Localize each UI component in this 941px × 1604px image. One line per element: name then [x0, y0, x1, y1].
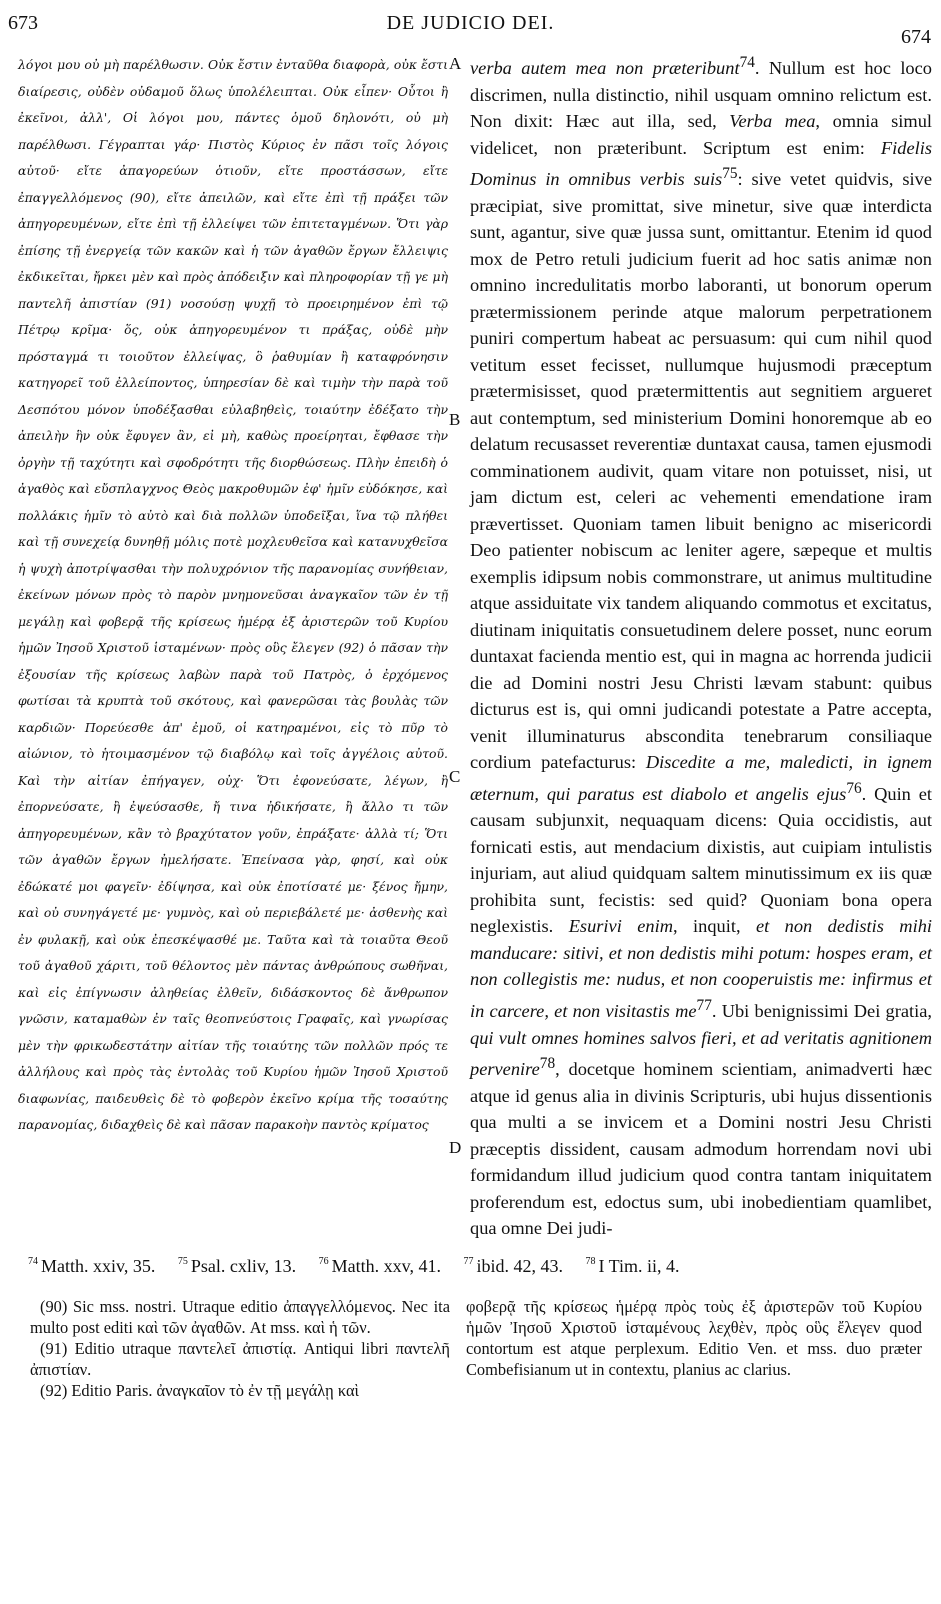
footnote-marker-78: 78: [539, 1055, 556, 1072]
reference-text: Matth. xxiv, 35.: [41, 1256, 156, 1276]
note-90: (90) Sic mss. nostri. Utraque editio ἀπαγγελλόμενος. Nec ita multo post editi καὶ τῶν ἀγαθῶν. At mss. καὶ ἡ τῶν.: [30, 1297, 450, 1337]
reference-item: [586, 1256, 680, 1276]
greek-column: [18, 52, 448, 1139]
footnote-marker-76: 76: [846, 779, 862, 797]
footnote-marker-75: 75: [722, 165, 738, 183]
latin-italic-1: verba autem mea non prӕteribunt: [470, 58, 740, 79]
latin-italic-7: Discedite a me, maledicti, in ignem ӕternum, qui paratus est diabolo et angelis ejus: [470, 752, 932, 804]
note-92-continuation: φοβερᾷ τῆς κρίσεως ἡμέρᾳ πρὸς τοὺς ἐξ ἀριστερῶν τοῦ Κυρίου ἡμῶν Ἰησοῦ Χριστοῦ ἱσταμένους λεχθὲν, πρὸς οὓς ἔλεγεν quod contortum est atque perplexum. Editio Ven. et mss. duo prӕter Combefisianum ut in contextu, planius ac clarius.: [466, 1297, 922, 1379]
latin-italic-9: Esurivi enim: [568, 916, 673, 937]
page-number-right: 674: [901, 26, 931, 48]
section-marker-b: B: [449, 410, 461, 429]
latin-italic-3: Verba mea: [729, 111, 816, 132]
latin-text-8: . Quin et causam subjunxit, nequaquam dicens: Quia occidistis, aut fornicati estis, aut mendacium dixistis, aut cuipiam intulistis injuriam, aut aliud quidquam saltem minutissimum ex iis quӕ prohibita sunt, fecistis: sed quid? Quoniam bona opera neglexistis.: [470, 783, 933, 937]
reference-text: ibid. 42, 43.: [476, 1256, 563, 1276]
scripture-references: [28, 1256, 933, 1277]
reference-item: [178, 1256, 296, 1276]
footnote-marker-74: 74: [739, 54, 755, 71]
latin-italic-5: Fidelis Dominus in omnibus verbis suis: [470, 137, 932, 190]
greek-text: λόγοι μου οὐ μὴ παρέλθωσιν. Οὐκ ἔστιν ἐνταῦθα διαφορὰ, οὐκ ἔστι διαίρεσις, οὐδὲν οὐδαμοῦ ὅλως ὑπολέλειπται. Οὐκ εἶπεν· Οὗτοι ἢ ἐκεῖνοι, ἀλλ', Οἱ λόγοι μου, πάντες ὁμοῦ δηλονότι, οὐ μὴ παρέλθωσι. Γέγραπται γάρ· Πιστὸς Κύριος ἐν πᾶσι τοῖς λόγοις αὐτοῦ· εἴτε ἀπαγορεύων ὁτιοῦν, εἴτε προστάσσων, εἴτε ἐπαγγελλόμενος (90), εἴτε ἀπειλῶν, καὶ εἴτε ἐπὶ τῇ πράξει τῶν ἀπηγορευμένων, εἴτε ἐπὶ τῇ ἐλλείψει τῶν ἐπιτεταγμένων. Ὅτι γὰρ ἐπίσης τῇ ἐνεργείᾳ τῶν κακῶν καὶ ἡ τῶν ἀγαθῶν ἔργων ἔλλειψις ἐκδικεῖται, ἤρκει μὲν καὶ πρὸς ἀπόδειξιν καὶ πληροφορίαν τῇ γε μὴ παντελῆ ἀπιστίαν (91) νοσούσῃ ψυχῇ τὸ προειρημένον ἐπὶ τῷ Πέτρῳ κρῖμα· ὅς, οὐκ ἀπηγορευμένον τι πράξας, οὐδὲ μὴν πρόσταγμά τι τοιοῦτον ἐλλείψας, ὃ ῥαθυμίαν ἢ καταφρόνησιν κατηγορεῖ τοῦ ἐλλείποντος, ὑπηρεσίαν δὲ καὶ τιμὴν τὴν παρὰ τοῦ Δεσπότου μόνον ὑποδέξασθαι εὐλαβηθεὶς, τοιαύτην ἐδέξατο τὴν ἀπειλὴν ἣν οὐκ ἔφυγεν ἂν, εἰ μὴ, καθὼς προείρηται, ἔφθασε τὴν ὀργὴν τῇ ταχύτητι καὶ σφοδρότητι τῆς διορθώσεως. Πλὴν ἐπειδὴ ὁ ἀγαθὸς καὶ εὔσπλαγχνος Θεὸς μακροθυμῶν ἐφ' ἡμῖν εὐδόκησε, καὶ πολλάκις ἡμῖν τὸ αὐτὸ καὶ διὰ πολλῶν ὑποδεῖξαι, ἵνα τῷ πλήθει καὶ τῇ συνεχείᾳ δυνηθῇ μόλις ποτὲ μοχλευθεῖσα καὶ κατανυχθεῖσα ἡ ψυχὴ ἀποτρίψασθαι τὴν πολυχρόνιον τῆς παρανομίας συνήθειαν, ἐκείνων μόνων πρὸς τὸ παρὸν μνημονεῦσαι ἀναγκαῖον τῶν ἐν τῇ μεγάλῃ καὶ φοβερᾷ τῆς κρίσεως ἡμέρᾳ ἐξ ἀριστερῶν τοῦ Κυρίου ἡμῶν Ἰησοῦ Χριστοῦ ἱσταμένων· πρὸς οὓς ἔλεγεν (92) ὁ πᾶσαν τὴν ἐξουσίαν τῆς κρίσεως λαβὼν παρὰ τοῦ Πατρὸς, ὁ ἐρχόμενος φωτίσαι τὰ κρυπτὰ τοῦ σκότους, καὶ φανερῶσαι τὰς βουλὰς τῶν καρδιῶν· Πορεύεσθε ἀπ' ἐμοῦ, οἱ κατηραμένοι, εἰς τὸ πῦρ τὸ αἰώνιον, τὸ ἡτοιμασμένον τῷ διαβόλῳ καὶ τοῖς ἀγγέλοις αὐτοῦ. Καὶ τὴν αἰτίαν ἐπήγαγεν, οὐχ· Ὅτι ἐφονεύσατε, λέγων, ἢ ἐπορνεύσατε, ἢ ἐψεύσασθε, ἤ τινα ἠδικήσατε, ἢ ἄλλο τι τῶν ἀπηγορευμένων, κἂν τὸ βραχύτατον γοῦν, ἐπράξατε· ἀλλὰ τί; Ὅτι τῶν ἀγαθῶν ἔργων ἠμελήσατε. Ἐπείνασα γὰρ, φησί, καὶ οὐκ ἐδώκατέ μοι φαγεῖν· ἐδίψησα, καὶ οὐκ ἐποτίσατέ με· ξένος ἤμην, καὶ οὐ συνηγάγετέ με· γυμνὸς, καὶ οὐ περιεβάλετέ με· ἀσθενὴς καὶ ἐν φυλακῇ, καὶ οὐκ ἐπεσκέψασθέ με. Ταῦτα καὶ τὰ τοιαῦτα Θεοῦ τοῦ ἀγαθοῦ χάριτι, τοῦ θέλοντος μὲν πάντας ἀνθρώπους σωθῆναι, καὶ εἰς ἐπίγνωσιν ἀληθείας ἐλθεῖν, διδάσκοντος δὲ ἄνθρωπον γνῶσιν, καταμαθὼν ἐν ταῖς θεοπνεύστοις Γραφαῖς, καὶ γνωρίσας μὲν τὴν φρικωδεστάτην αἰτίαν τῆς τοιαύτης τῶν πολλῶν πρός τε ἀλλήλους καὶ πρὸς τὰς ἐντολὰς τοῦ Κυρίου ἡμῶν Ἰησοῦ Χριστοῦ διαφωνίας, παιδευθεὶς δὲ τὸ φοβερὸν ἐκεῖνο κρίμα τῆς τοσαύτης παρανομίας, διδαχθεὶς δὲ καὶ πᾶσαν παρακοὴν παντὸς κρίματος: [18, 57, 448, 1132]
page-number-left: 673: [8, 12, 38, 34]
reference-item: [463, 1256, 563, 1276]
footnote-marker-77: 77: [696, 996, 712, 1014]
reference-text: Matth. xxv, 41.: [331, 1256, 441, 1276]
latin-column: [470, 50, 932, 1242]
reference-item: [319, 1256, 441, 1276]
page-header: [0, 10, 941, 48]
reference-number: 74: [28, 1256, 38, 1267]
reference-number: 75: [177, 1256, 188, 1267]
latin-italic-13: qui vult omnes homines salvos fieri, et ad veritatis agnitionem pervenire: [470, 1027, 932, 1080]
latin-text-4: , omnia simul videlicet, non prӕteribunt. Scriptum est enim:: [470, 111, 932, 158]
latin-text: [470, 50, 932, 1242]
reference-number: 77: [463, 1256, 474, 1267]
reference-item: [28, 1256, 155, 1276]
latin-text-14: , docetque hominem scientiam, animadverti hӕc atque id genus alia in divinis Scripturis, ubi hujus dissentionis qua multi a se invicem et a Domini nostri Jesu Christi prӕceptis dissident, causam admodum horrendam novi ubi formidandum illud judicium quod contra tantam iniquitatem proferendum est, edoctus sum, ubi inobedientiam quamlibet, qua omne Dei judi-: [470, 1059, 932, 1239]
reference-text: Psal. cxliv, 13.: [190, 1256, 297, 1276]
section-marker-c: C: [449, 767, 461, 786]
note-91: (91) Editio utraque παντελεῖ ἀπιστίᾳ. Antiqui libri παντελῆ ἀπιστίαν.: [30, 1339, 450, 1379]
critical-notes-right: [466, 1296, 922, 1380]
section-marker-d: D: [449, 1138, 462, 1157]
reference-number: 76: [318, 1256, 329, 1267]
running-title: DE JUDICIO DEI.: [386, 12, 555, 34]
latin-text-10: , inquit,: [673, 916, 756, 937]
latin-text-12: . Ubi benignissimi Dei gratia,: [711, 1001, 932, 1021]
reference-text: I Tim. ii, 4.: [598, 1256, 680, 1276]
note-92: (92) Editio Paris. ἀναγκαῖον τὸ ἐν τῇ μεγάλῃ καὶ: [40, 1381, 359, 1400]
section-marker-a: A: [449, 54, 462, 73]
latin-text-2: . Nullum est hoc loco discrimen, nulla distinctio, nihil usquam omnino relictum est. Non dixit: Hӕc aut illa, sed,: [470, 58, 932, 132]
latin-italic-11: et non dedistis mihi manducare: sitivi, et non dedistis mihi potum: hospes eram, et non collegistis me: nudus, et non cooperuistis me: infirmus et in carcere, et non visitastis me: [470, 916, 932, 1021]
critical-notes-left: [30, 1296, 450, 1401]
latin-text-6: : sive vetet quidvis, sive prӕcipiat, sive promittat, sive minetur, sive quӕ interdicta sunt, agantur, sive quӕ jussa sunt, omittantur. Etenim id quod mox de Petro retuli judicium fuerit ad hoc satis animӕ non omnino incredulitatis morbo laboranti, ut bonorum operum prӕtermissionem perinde atque malorum perpetrationem puniri compertum habeat ac persuasum: qui cum nihil quod vetitum esset fecisset, nullumque hujusmodi prӕceptum prӕtermisisset, quod prӕtermittentis aut segnitiem argueret aut contemptum, sed ministerium Domini honoremque ab eo delatum recusasset reverentiӕ duntaxat causa, tamen ejusmodi comminationem audivit, quam vitare non potuisset, nisi, ut jam dictum est, celeri ac vehementi emendatione iram prӕvertisset. Quoniam tamen libuit benigno ac misericordi Deo patienter nobiscum ac leniter agere, sӕpeque et multis exemplis idipsum nobis commonstrare, ut animus multitudine atque assiduitate vix tandem aliquando commotus et excitatus, diutinam iniquitatis consuetudinem delere posset, nunc eorum duntaxat facienda mentio est, qui in magna ac horrenda judicii die ad Domini nostri Jesu Christi lӕvam stabunt: quibus dicturus est is, qui omni judicandi potestate a Patre accepta, venit illuminaturus abscondita tenebrarum consiliaque cordium patefacturus:: [470, 169, 932, 773]
reference-number: 78: [585, 1256, 596, 1267]
